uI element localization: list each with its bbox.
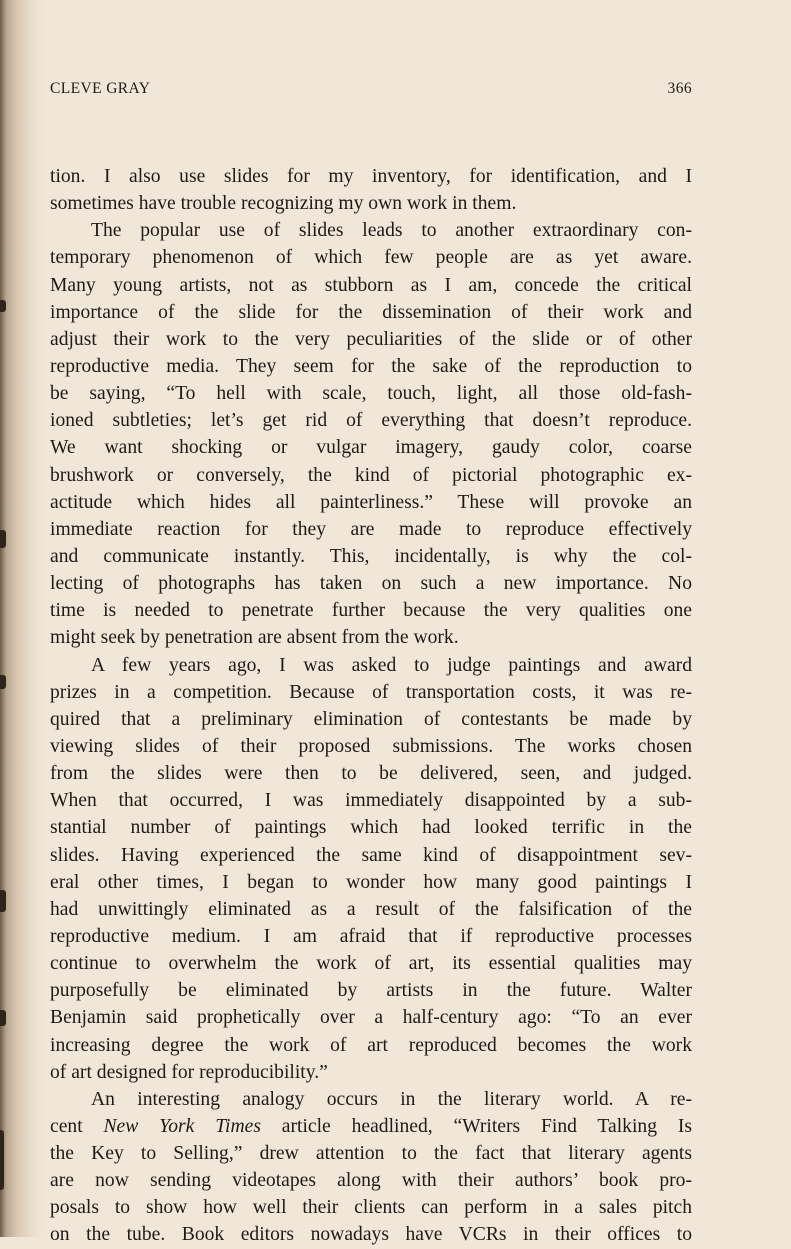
book-spine-shadow — [0, 0, 44, 1237]
text-line: We want shocking or vulgar imagery, gaudy color, coarse — [50, 437, 692, 459]
text-line: purposefully be eliminated by artists in the future. Walter — [50, 980, 692, 1002]
text-line: stantial number of paintings which had looked terrific in the — [50, 817, 692, 839]
running-head-author: CLEVE GRAY — [50, 80, 151, 97]
paragraph — [50, 217, 692, 651]
text-line: be saying, “To hell with scale, touch, light, all those old-fash- — [50, 383, 692, 405]
text-line: immediate reaction for they are made to reproduce effectively — [50, 518, 692, 540]
paragraph — [50, 652, 692, 1086]
body-text — [50, 163, 692, 1249]
text-line: A few years ago, I was asked to judge paintings and award — [91, 654, 692, 676]
edge-mark — [0, 1010, 6, 1026]
running-head — [50, 80, 692, 102]
text-line: had unwittingly eliminated as a result of the falsification of the — [50, 898, 692, 920]
text-line: quired that a preliminary elimination of contestants be made by — [50, 708, 692, 730]
text-line: reproductive medium. I am afraid that if reproductive processes — [50, 925, 692, 947]
text-line: cent New York Times article headlined, “Writers Find Talking Is — [50, 1115, 692, 1137]
edge-mark — [0, 890, 6, 912]
text-line: slides. Having experienced the same kind of disappointment sev- — [50, 844, 692, 866]
text-line: on the tube. Book editors nowadays have VCRs in their offices to — [50, 1224, 692, 1246]
text-line: temporary phenomenon of which few people are as yet aware. — [50, 247, 692, 269]
edge-mark — [0, 300, 6, 312]
text-line: eral other times, I began to wonder how many good paintings I — [50, 871, 692, 893]
italic-title: New York Times — [103, 1115, 261, 1137]
text-line: lecting of photographs has taken on such a new importance. No — [50, 573, 692, 595]
text-line: importance of the slide for the dissemination of their work and — [50, 301, 692, 323]
text-line: adjust their work to the very peculiarities of the slide or of other — [50, 328, 692, 350]
text-line: continue to overwhelm the work of art, its essential qualities may — [50, 953, 692, 975]
paragraph — [50, 163, 692, 217]
text-line: reproductive media. They seem for the sake of the reproduction to — [50, 355, 692, 377]
text-line: sometimes have trouble recognizing my own work in them. — [50, 193, 517, 215]
text-line: posals to show how well their clients can perform in a sales pitch — [50, 1197, 692, 1219]
text-line: Benjamin said prophetically over a half-century ago: “To an ever — [50, 1007, 692, 1029]
text-line: viewing slides of their proposed submissions. The works chosen — [50, 735, 692, 757]
text-line: of art designed for reproducibility.” — [50, 1061, 328, 1083]
text-line: prizes in a competition. Because of transportation costs, it was re- — [50, 681, 692, 703]
text-line: from the slides were then to be delivered, seen, and judged. — [50, 763, 692, 785]
edge-mark — [0, 530, 6, 548]
text-line: might seek by penetration are absent from the work. — [50, 627, 459, 649]
text-line: brushwork or conversely, the kind of pictorial photographic ex- — [50, 464, 692, 486]
text-line: and communicate instantly. This, incidentally, is why the col- — [50, 545, 692, 567]
paragraph — [50, 1086, 692, 1249]
text-line: When that occurred, I was immediately disappointed by a sub- — [50, 790, 692, 812]
text-line: ioned subtleties; let’s get rid of everything that doesn’t reproduce. — [50, 410, 692, 432]
text-line: tion. I also use slides for my inventory, for identification, and I — [50, 166, 692, 187]
text-line: An interesting analogy occurs in the literary world. A re- — [91, 1088, 692, 1110]
text-line: the Key to Selling,” drew attention to the fact that literary agents — [50, 1143, 692, 1165]
text-line: The popular use of slides leads to another extraordinary con- — [91, 220, 692, 242]
text-line: increasing degree the work of art reproduced becomes the work — [50, 1034, 692, 1056]
text-line: time is needed to penetrate further because the very qualities one — [50, 600, 692, 622]
text-line: Many young artists, not as stubborn as I am, concede the critical — [50, 274, 692, 296]
edge-mark — [0, 1130, 4, 1190]
text-line: are now sending videotapes along with their authors’ book pro- — [50, 1170, 692, 1192]
page-number: 366 — [667, 80, 692, 97]
edge-mark — [0, 675, 6, 689]
text-line: actitude which hides all painterliness.” These will provoke an — [50, 491, 692, 513]
